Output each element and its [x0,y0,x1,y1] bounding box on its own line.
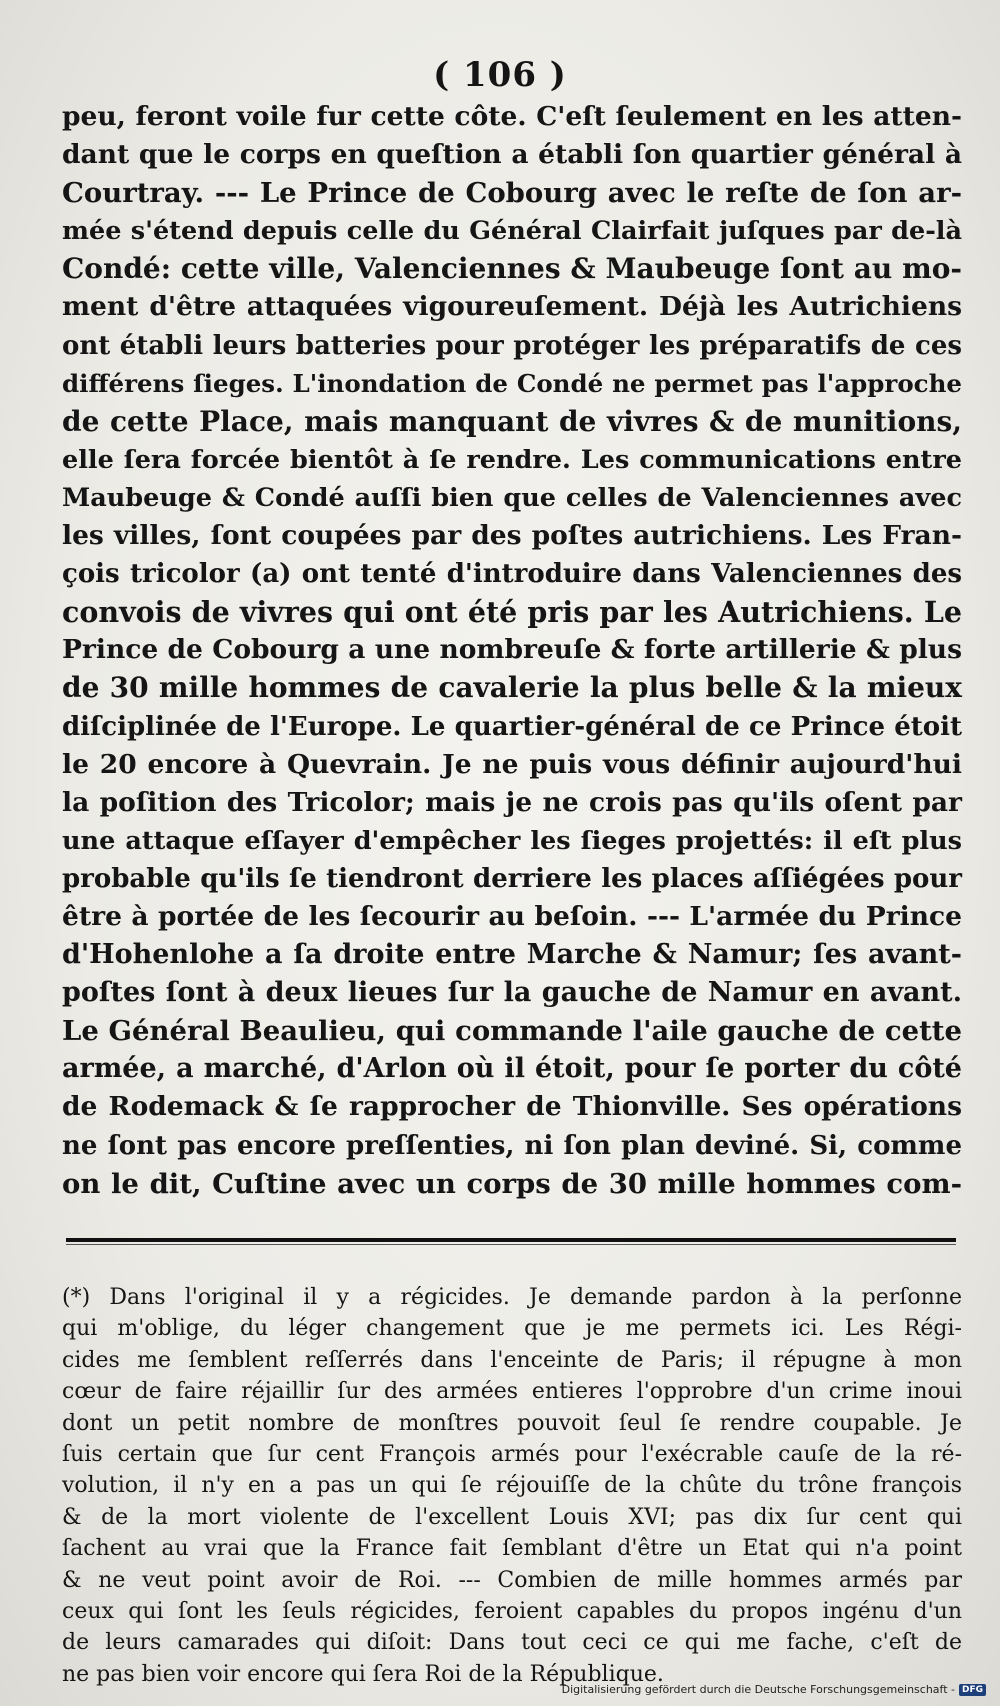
footnote-line: volution, il n'y en a pas un qui ſe réjouiſſe de la chûte du trône françois [62,1473,962,1499]
footnote-line: & ne veut point avoir de Roi. --- Combien de mille hommes armés par [62,1567,962,1593]
footnote-line: dont un petit nombre de monſtres pouvoit ſeul ſe rendre coupable. Je [62,1410,962,1436]
body-line: de 30 mille hommes de cavalerie la plus belle & la mieux [62,671,962,705]
body-line: Maubeuge & Condé auſſi bien que celles de Valenciennes avec [62,482,962,513]
body-line: le 20 encore à Quevrain. Je ne puis vous définir aujourd'hui [62,748,962,780]
footnote-separator [66,1238,956,1242]
body-line: Courtray. --- Le Prince de Cobourg avec le reſte de ſon ar- [62,177,962,210]
body-line: ont établi leurs batteries pour protéger les préparatifs de ces [62,330,962,361]
body-line: poſtes ſont à deux lieues ſur la gauche de Namur en avant. [62,977,962,1009]
body-line: probable qu'ils ſe tiendront derriere les places aſſiégées pour [62,863,962,894]
body-line: elle ſera forcée bientôt à ſe rendre. Les communications entre [62,444,962,475]
footnote-line: ceux qui ſont les ſeuls régicides, feroient capables du propos ingénu d'un [62,1598,962,1624]
footnote-line: cœur de faire réjaillir ſur des armées entieres l'opprobre d'un crime inoui [62,1379,962,1405]
body-line: la poſition des Tricolor; mais je ne crois pas qu'ils oſent par [62,786,962,818]
body-line: de Rodemack & ſe rapprocher de Thionville. Ses opérations [62,1091,962,1123]
body-line: les villes, ſont coupées par des poſtes autrichiens. Les Fran- [62,520,962,552]
body-line: différens ſieges. L'inondation de Condé ne permet pas l'approche [62,368,962,398]
footnote-line: (*) Dans l'original il y a régicides. Je demande pardon à la perſonne [62,1285,962,1310]
body-text [62,98,962,1203]
footnote-line: ne pas bien voir encore qui ſera Roi de la République. [62,1661,664,1687]
page-number: ( 106 ) [433,55,567,95]
body-line: peu, feront voile fur cette côte. C'eſt ſeulement en les atten- [62,101,962,132]
body-line: on le dit, Cuſtine avec un corps de 30 mille hommes com- [62,1167,962,1200]
body-line: ne ſont pas encore preſſenties, ni ſon plan deviné. Si, comme [62,1130,962,1161]
body-line: de cette Place, mais manquant de vivres & de munitions, [62,404,962,438]
body-line: mée s'étend depuis celle du Général Clairfait juſques par de-là [62,216,962,247]
body-line: ment d'être attaquées vigoureuſement. Déjà les Autrichiens [62,291,962,323]
footnote-line: ſachent au vrai que la France fait ſemblant d'être un Etat qui n'a point [62,1536,962,1562]
footnote-line: & de la mort violente de l'excellent Louis XVI; pas dix ſur cent qui [62,1504,962,1530]
credit-text: Digitalisierung gefördert durch die Deutsche Forschungsgemeinschaft - [561,1683,955,1696]
footnote-text [62,1282,962,1690]
body-line: être à portée de les ſecourir au beſoin. --- L'armée du Prince [62,900,962,932]
footnote-line: de leurs camarades qui diſoit: Dans tout ceci ce qui me fache, c'eſt de [62,1630,962,1656]
digitization-credit [562,1683,986,1696]
body-line: d'Hohenlohe a ſa droite entre Marche & Namur; ſes avant- [62,939,962,971]
body-line: armée, a marché, d'Arlon où il étoit, pour ſe porter du côté [62,1053,962,1085]
dfg-logo: DFG [959,1684,986,1696]
body-line: convois de vivres qui ont été pris par les Autrichiens. Le [62,595,962,630]
footnote-separator-thin [66,1244,956,1245]
body-line: Prince de Cobourg a une nombreuſe & forte artillerie & plus [62,634,962,666]
body-line: une attaque eſſayer d'empêcher les ſieges projettés: il eſt plus [62,825,962,856]
body-line: diſciplinée de l'Europe. Le quartier-général de ce Prince étoit [62,711,962,742]
footnote-line: cides me ſemblent reſſerrés dans l'enceinte de Paris; il répugne à mon [62,1347,962,1373]
footnote-line: ſuis certain que ſur cent François armés pour l'exécrable cauſe de la ré- [62,1441,962,1467]
body-line: dant que le corps en queſtion a établi ſon quartier général à [62,139,962,171]
body-line: çois tricolor (a) ont tenté d'introduire dans Valenciennes des [62,559,962,590]
body-line: Le Général Beaulieu, qui commande l'aile gauche de cette [62,1015,962,1048]
body-line: Condé: cette ville, Valenciennes & Maubeuge ſont au mo- [62,252,962,286]
footnote-line: qui m'oblige, du léger changement que je me permets ici. Les Régi- [62,1316,962,1342]
